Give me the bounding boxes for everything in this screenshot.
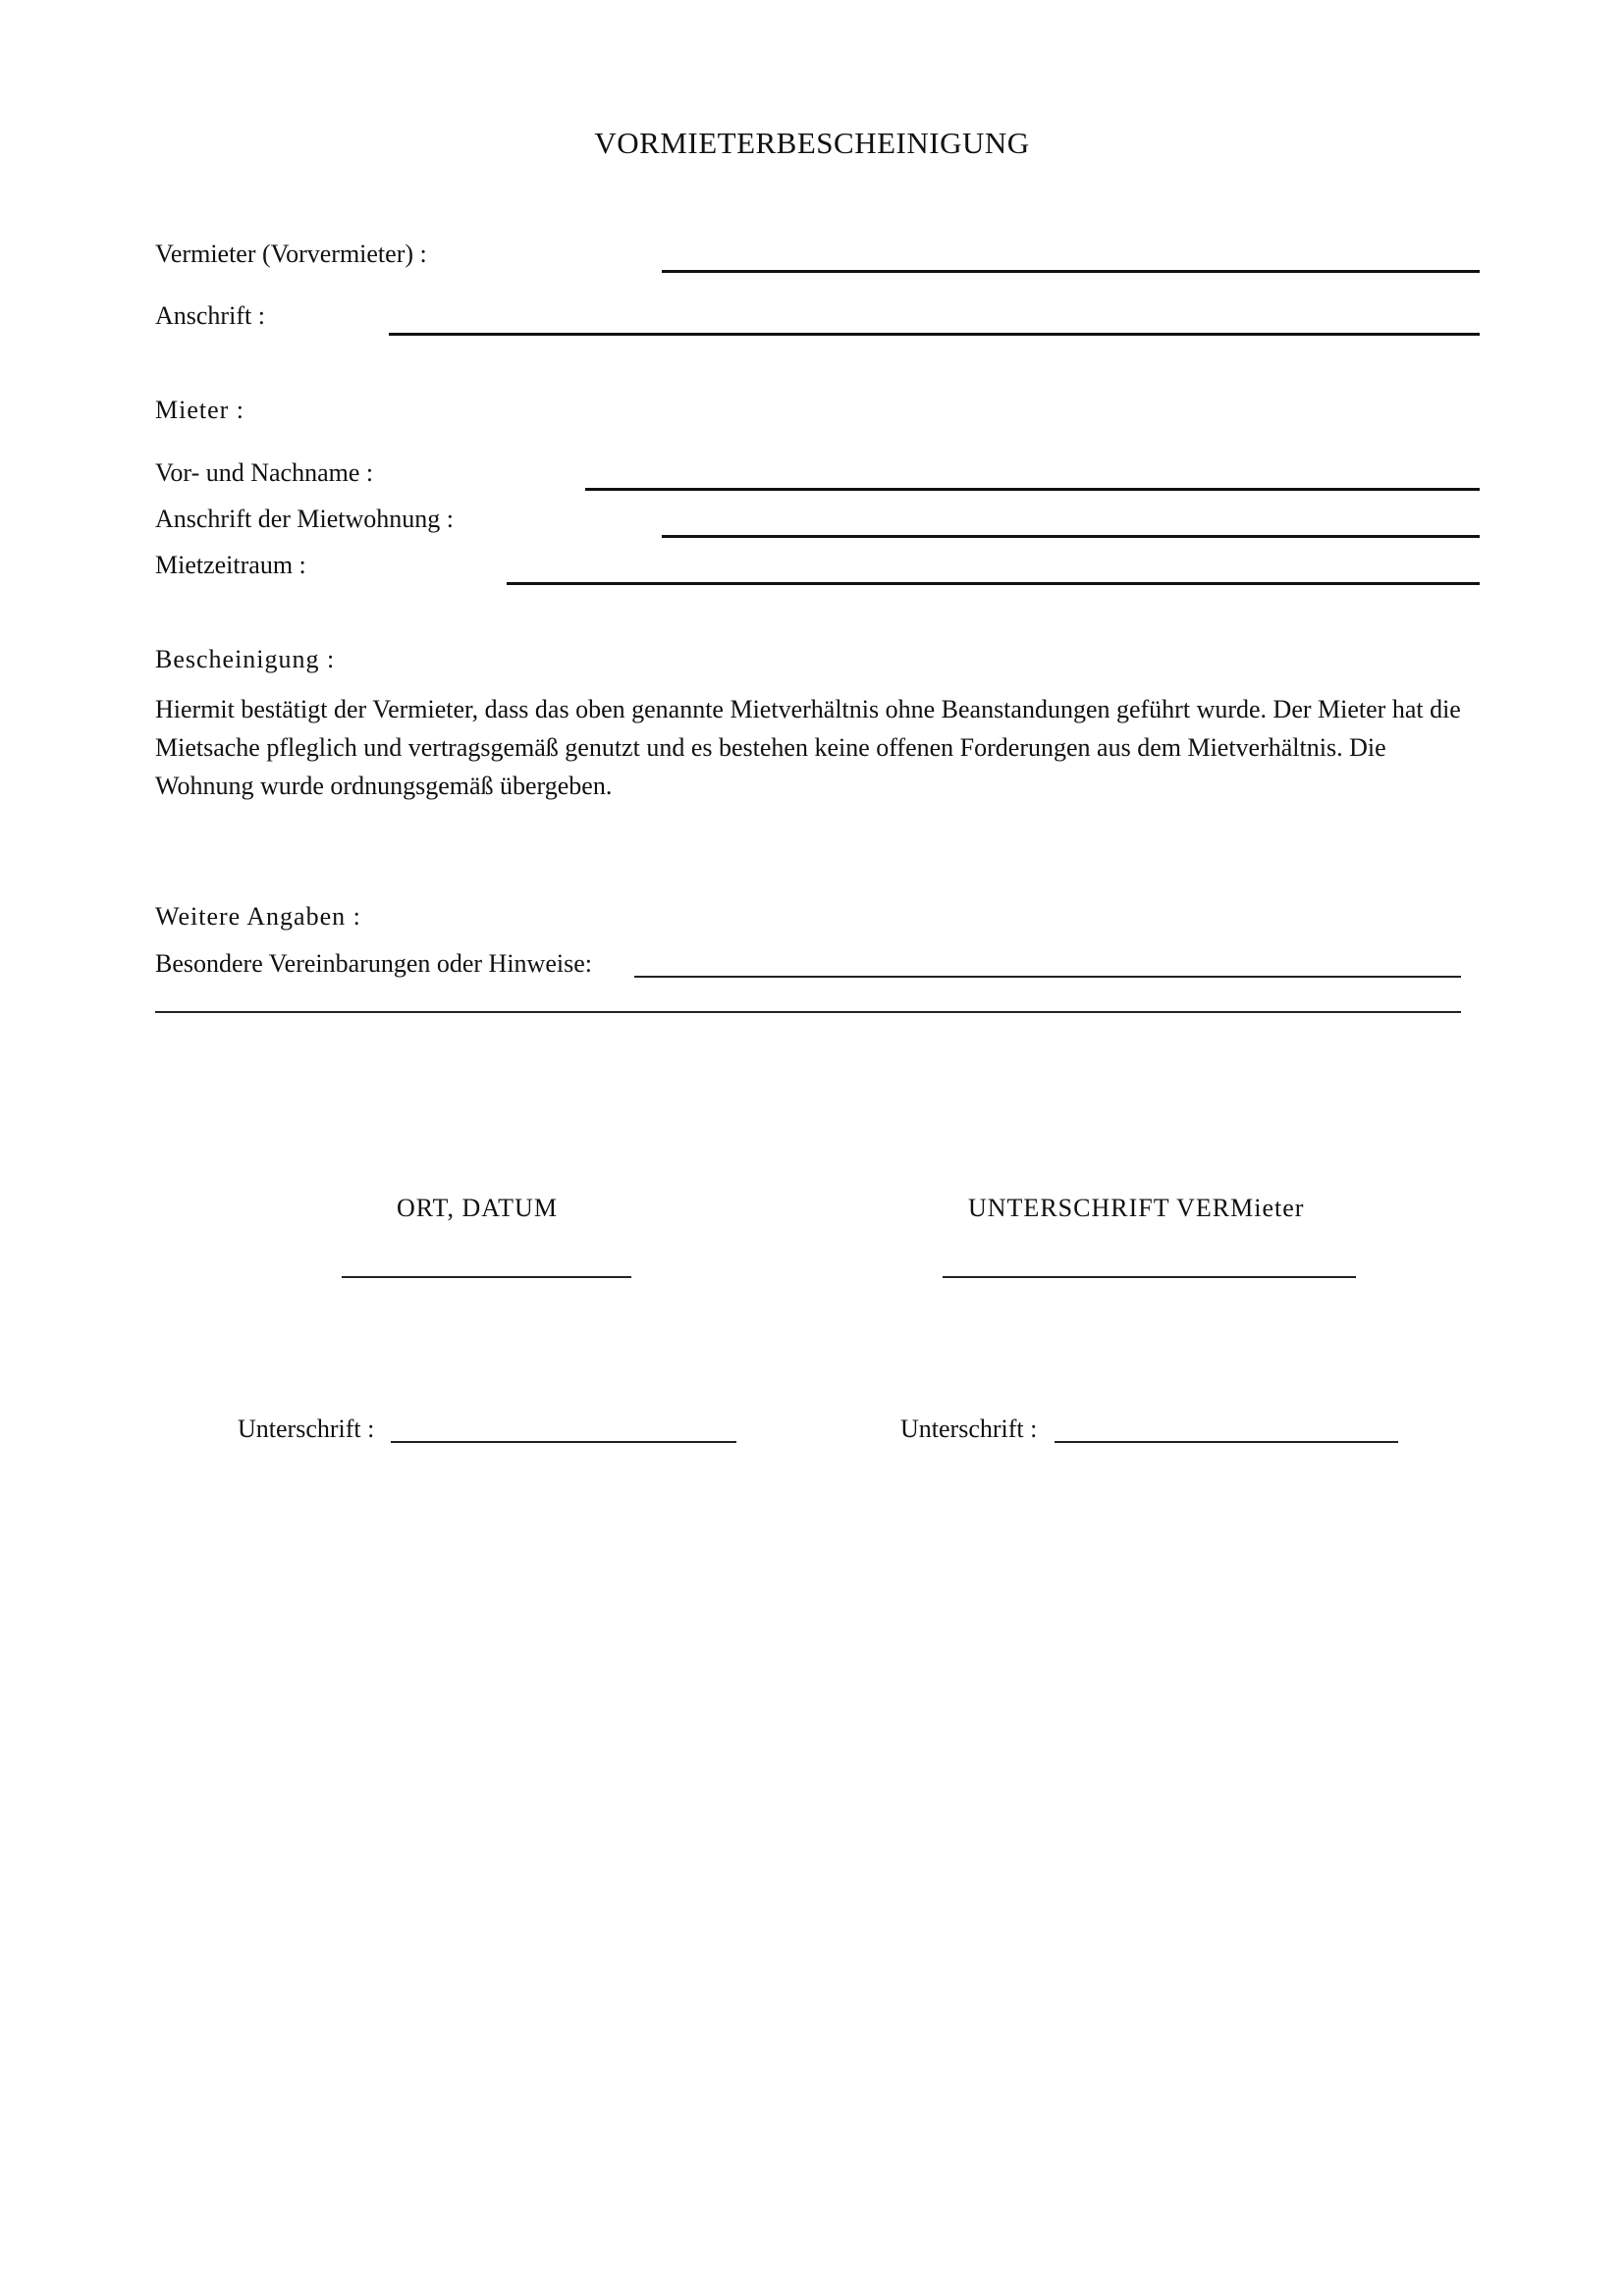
place-date-field[interactable] [342, 1276, 631, 1278]
period-label: Mietzeitraum : [155, 551, 306, 579]
landlord-signature-field[interactable] [943, 1276, 1356, 1278]
place-date-label: ORT, DATUM [397, 1194, 558, 1222]
address-field[interactable] [662, 535, 1480, 538]
landlord-signature-label: UNTERSCHRIFT VERMieter [968, 1194, 1305, 1222]
address-label: Anschrift der Mietwohnung : [155, 505, 455, 533]
document-title: VORMIETERBESCHEINIGUNG [594, 126, 1030, 160]
anschrift-field[interactable] [389, 333, 1480, 336]
period-field[interactable] [507, 582, 1480, 585]
name-field[interactable] [585, 488, 1480, 491]
notes-field-line-1[interactable] [634, 976, 1461, 978]
left-signature-field[interactable] [391, 1441, 736, 1443]
notes-label: Besondere Vereinbarungen oder Hinweise: [155, 949, 592, 978]
notes-field-line-2[interactable] [155, 1011, 1461, 1013]
certification-text: Hiermit bestätigt der Vermieter, dass das oben genannte Mietverhältnis ohne Beanstandungen geführt wurde. Der Mieter hat die Mietsache pfleglich und vertragsgemäß genutzt und es bestehen keine offenen Forderungen aus dem Mietverhältnis. Die Wohnung wurde ordnungsgemäß übergeben. [155, 695, 1461, 800]
additional-heading: Weitere Angaben : [155, 902, 361, 931]
vermieter-field[interactable] [662, 270, 1480, 273]
name-label: Vor- und Nachname : [155, 458, 374, 487]
certification-heading: Bescheinigung : [155, 645, 336, 673]
anschrift-label: Anschrift : [155, 301, 265, 330]
vermieter-label: Vermieter (Vorvermieter) : [155, 240, 427, 268]
mieter-section-label: Mieter : [155, 396, 245, 424]
right-signature-label: Unterschrift : [900, 1415, 1038, 1443]
right-signature-field[interactable] [1055, 1441, 1398, 1443]
left-signature-label: Unterschrift : [238, 1415, 375, 1443]
